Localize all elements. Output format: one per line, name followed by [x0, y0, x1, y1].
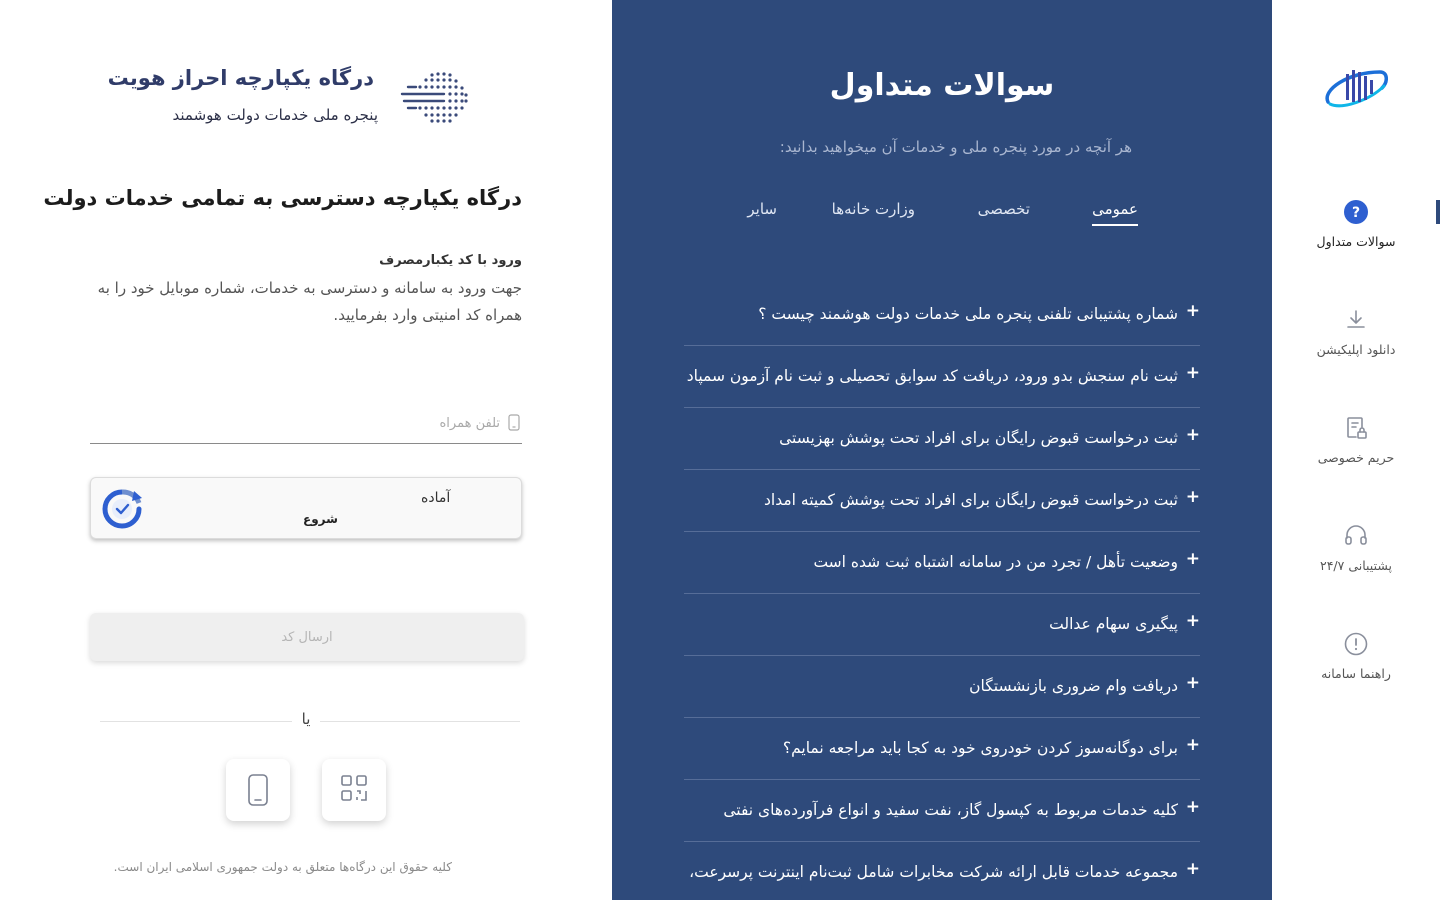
captcha-refresh-icon[interactable]: [101, 489, 143, 529]
side-nav: [1272, 0, 1440, 900]
faq-title: سوالات متداول: [829, 68, 1055, 103]
faq-question[interactable]: وضعیت تأهل / تجرد من در سامانه اشتباه ثبت شده است: [813, 553, 1178, 571]
brand-subtitle: پنجره ملی خدمات دولت هوشمند: [172, 106, 378, 124]
faq-question[interactable]: شماره پشتیبانی تلفنی پنجره ملی خدمات دولت هوشمند چیست ؟: [758, 305, 1178, 323]
faq-item[interactable]: [684, 718, 1200, 780]
qr-login-button[interactable]: [322, 759, 386, 821]
faq-subtitle: هر آنچه در مورد پنجره ملی و خدمات آن میخواهید بدانید:: [779, 138, 1132, 156]
phone-input[interactable]: [120, 410, 500, 436]
faq-question[interactable]: ثبت درخواست قبوض رایگان برای افراد تحت پوشش بهزیستی: [779, 429, 1178, 447]
faq-item[interactable]: [684, 656, 1200, 718]
captcha-widget[interactable]: [90, 477, 522, 539]
question-icon: [1343, 199, 1369, 225]
faq-question[interactable]: پیگیری سهام عدالت: [1049, 615, 1178, 633]
globe-logo-icon: [398, 68, 470, 128]
privacy-icon: [1343, 415, 1369, 441]
brand-header: [107, 62, 470, 132]
phone-field: [90, 404, 522, 444]
nav-label: راهنما سامانه: [1321, 666, 1391, 681]
faq-item[interactable]: [684, 284, 1200, 346]
faq-list: [684, 284, 1200, 900]
expand-plus-icon[interactable]: +: [1185, 487, 1200, 507]
mobile-login-button[interactable]: [226, 759, 290, 821]
expand-plus-icon[interactable]: +: [1185, 363, 1200, 383]
faq-question[interactable]: برای دوگانه‌سوز کردن خودروی خود به کجا باید مراجعه نمایم؟: [782, 739, 1178, 757]
tab-general[interactable]: عمومی: [1092, 200, 1138, 226]
expand-plus-icon[interactable]: +: [1185, 425, 1200, 445]
expand-plus-icon[interactable]: +: [1185, 797, 1200, 817]
captcha-start-label[interactable]: شروع: [303, 512, 338, 526]
nav-item-faq[interactable]: [1296, 199, 1416, 277]
expand-plus-icon[interactable]: +: [1185, 859, 1200, 879]
faq-question[interactable]: ثبت درخواست قبوض رایگان برای افراد تحت پوشش کمیته امداد: [764, 491, 1178, 509]
nav-item-privacy[interactable]: [1296, 415, 1416, 493]
headset-icon: [1343, 523, 1369, 549]
or-label: یا: [301, 710, 311, 728]
qr-code-icon: [340, 774, 368, 802]
divider-line: [320, 721, 520, 722]
faq-item[interactable]: [684, 532, 1200, 594]
faq-question[interactable]: کلیه خدمات مربوط به کپسول گاز، نفت سفید و انواع فرآورده‌های نفتی: [723, 801, 1178, 819]
send-code-button[interactable]: ارسال کد: [90, 613, 524, 661]
nav-label: پشتیبانی ۲۴/۷: [1320, 558, 1392, 573]
info-icon: [1343, 631, 1369, 657]
faq-question[interactable]: دریافت وام ضروری بازنشستگان: [969, 677, 1178, 695]
faq-item[interactable]: [684, 346, 1200, 408]
brand-title: درگاه یکپارچه احراز هویت: [107, 66, 374, 90]
copyright-text: کلیه حقوق این درگاه‌ها متعلق به دولت جمهوری اسلامی ایران است.: [113, 860, 452, 874]
nav-label: حریم خصوصی: [1317, 450, 1395, 465]
expand-plus-icon[interactable]: +: [1185, 611, 1200, 631]
nav-label: دانلود اپلیکیشن: [1316, 342, 1396, 357]
captcha-status: آماده: [421, 490, 451, 506]
faq-item[interactable]: [684, 842, 1200, 900]
tab-specialized[interactable]: تخصصی: [978, 200, 1030, 224]
faq-question[interactable]: ثبت نام سنجش بدو ورود، دریافت کد سوابق تحصیلی و ثبت نام آزمون سمپاد: [686, 367, 1178, 385]
tab-ministries[interactable]: وزارت خانه‌ها: [832, 200, 915, 224]
nav-item-guide[interactable]: [1296, 631, 1416, 709]
faq-item[interactable]: [684, 594, 1200, 656]
download-icon: [1343, 307, 1369, 333]
faq-panel: [612, 0, 1272, 900]
nav-item-download-app[interactable]: [1296, 307, 1416, 385]
mobile-icon: [508, 414, 520, 431]
expand-plus-icon[interactable]: +: [1185, 549, 1200, 569]
app-logo-icon[interactable]: [1324, 64, 1388, 110]
faq-item[interactable]: [684, 470, 1200, 532]
expand-plus-icon[interactable]: +: [1185, 301, 1200, 321]
tab-other[interactable]: سایر: [747, 200, 777, 224]
otp-title: ورود با کد یکبارمصرف: [379, 253, 522, 268]
phone-icon: [244, 774, 272, 806]
login-headline: درگاه یکپارچه دسترسی به تمامی خدمات دولت: [43, 186, 522, 210]
login-panel: [0, 0, 612, 900]
otp-description: جهت ورود به سامانه و دسترسی به خدمات، شماره موبایل خود را به همراه کد امنیتی وارد بفرمایید.: [97, 279, 522, 324]
nav-label: سوالات متداول: [1316, 234, 1396, 249]
faq-item[interactable]: [684, 408, 1200, 470]
faq-question[interactable]: مجموعه خدمات قابل ارائه شرکت مخابرات شامل ثبت‌نام اینترنت پرسرعت،: [689, 863, 1178, 881]
nav-item-support[interactable]: [1296, 523, 1416, 601]
active-nav-marker: [1436, 200, 1440, 224]
svg-text:?: ?: [1351, 205, 1361, 221]
faq-item[interactable]: [684, 780, 1200, 842]
divider-line: [100, 721, 292, 722]
expand-plus-icon[interactable]: +: [1185, 673, 1200, 693]
expand-plus-icon[interactable]: +: [1185, 735, 1200, 755]
